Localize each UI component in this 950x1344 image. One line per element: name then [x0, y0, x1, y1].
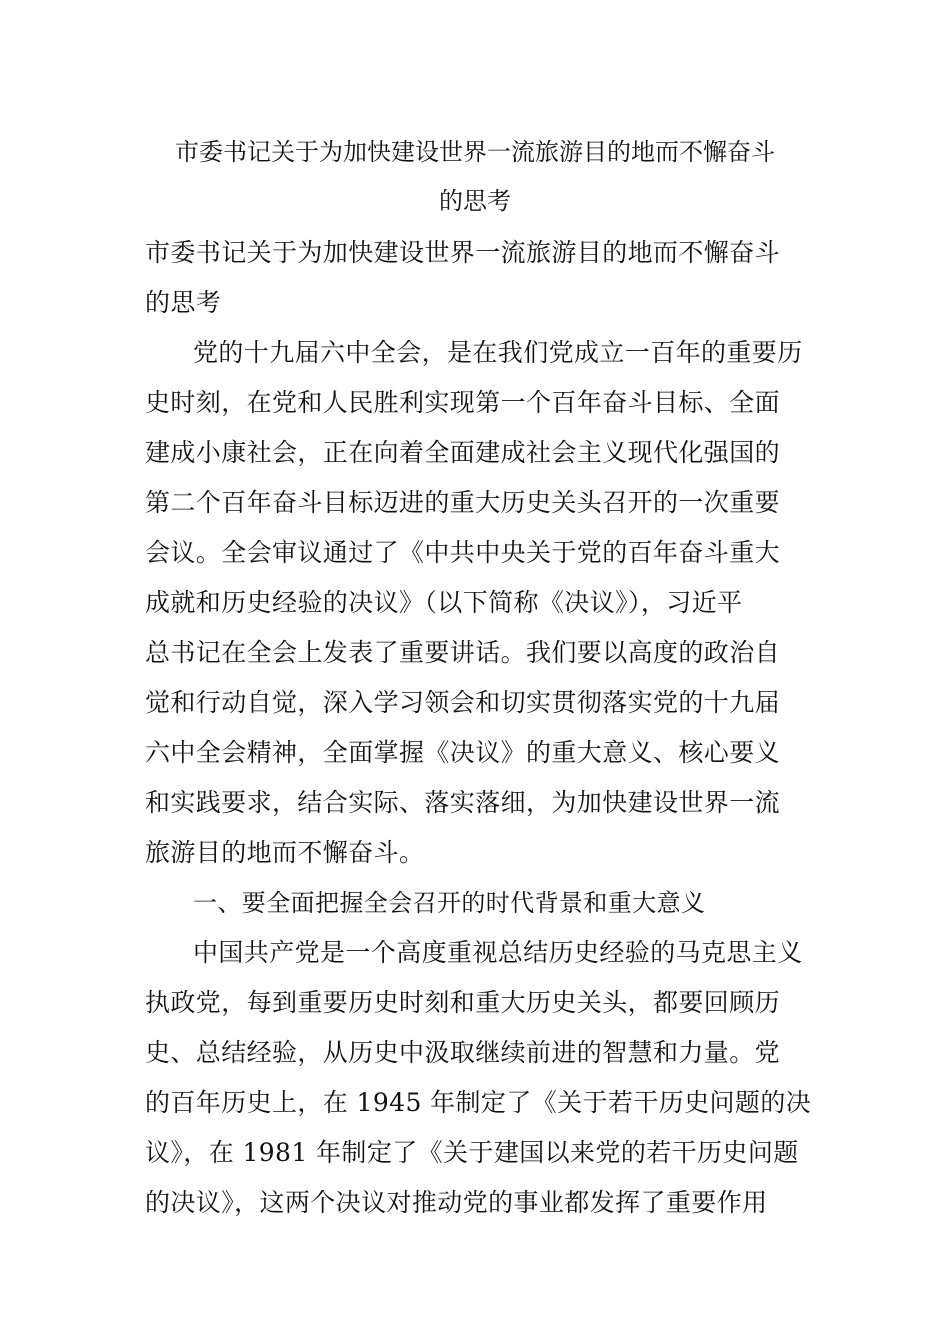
paragraph-1-line-3: 建成小康社会，正在向着全面建成社会主义现代化强国的	[145, 438, 781, 467]
paragraph-1-line-4: 第二个百年奋斗目标迈进的重大历史关头召开的一次重要	[145, 488, 781, 517]
paragraph-2-line-1: 中国共产党是一个高度重视总结历史经验的马克思主义	[193, 938, 803, 967]
paragraph-1-line-11: 旅游目的地而不懈奋斗。	[145, 838, 425, 867]
paragraph-1-line-1: 党的十九届六中全会，是在我们党成立一百年的重要历	[193, 338, 803, 367]
document-body	[145, 228, 810, 1228]
paragraph-2-line-6: 的决议》，这两个决议对推动党的事业都发挥了重要作用	[145, 1188, 768, 1217]
document-title	[140, 128, 810, 226]
paragraph-1-line-2: 史时刻，在党和人民胜利实现第一个百年奋斗目标、全面	[145, 388, 781, 417]
paragraph-2-line-2: 执政党，每到重要历史时刻和重大历史关头，都要回顾历	[145, 988, 781, 1017]
subtitle-line-2: 的思考	[145, 288, 222, 317]
paragraph-2-line-3: 史、总结经验，从历史中汲取继续前进的智慧和力量。党	[145, 1038, 781, 1067]
title-line-2: 的思考	[439, 187, 511, 215]
paragraph-1-line-8: 觉和行动自觉，深入学习领会和切实贯彻落实党的十九届	[145, 688, 781, 717]
paragraph-1-line-7: 总书记在全会上发表了重要讲话。我们要以高度的政治自	[145, 638, 781, 667]
paragraph-2-line-5: 议》，在 1981 年制定了《关于建国以来党的若干历史问题	[145, 1138, 799, 1167]
paragraph-1-line-5: 会议。全会审议通过了《中共中央关于党的百年奋斗重大	[145, 538, 781, 567]
paragraph-1-line-9: 六中全会精神，全面掌握《决议》的重大意义、核心要义	[145, 738, 781, 767]
paragraph-2-line-4: 的百年历史上，在 1945 年制定了《关于若干历史问题的决	[145, 1088, 812, 1117]
paragraph-1-line-10: 和实践要求，结合实际、落实落细，为加快建设世界一流	[145, 788, 781, 817]
section-heading-1: 一、要全面把握全会召开的时代背景和重大意义	[193, 889, 706, 917]
title-line-1: 市委书记关于为加快建设世界一流旅游目的地而不懈奋斗	[175, 138, 775, 166]
subtitle-line-1: 市委书记关于为加快建设世界一流旅游目的地而不懈奋斗	[145, 238, 781, 267]
paragraph-1-line-6: 成就和历史经验的决议》（以下简称《决议》），习近平	[145, 588, 743, 617]
